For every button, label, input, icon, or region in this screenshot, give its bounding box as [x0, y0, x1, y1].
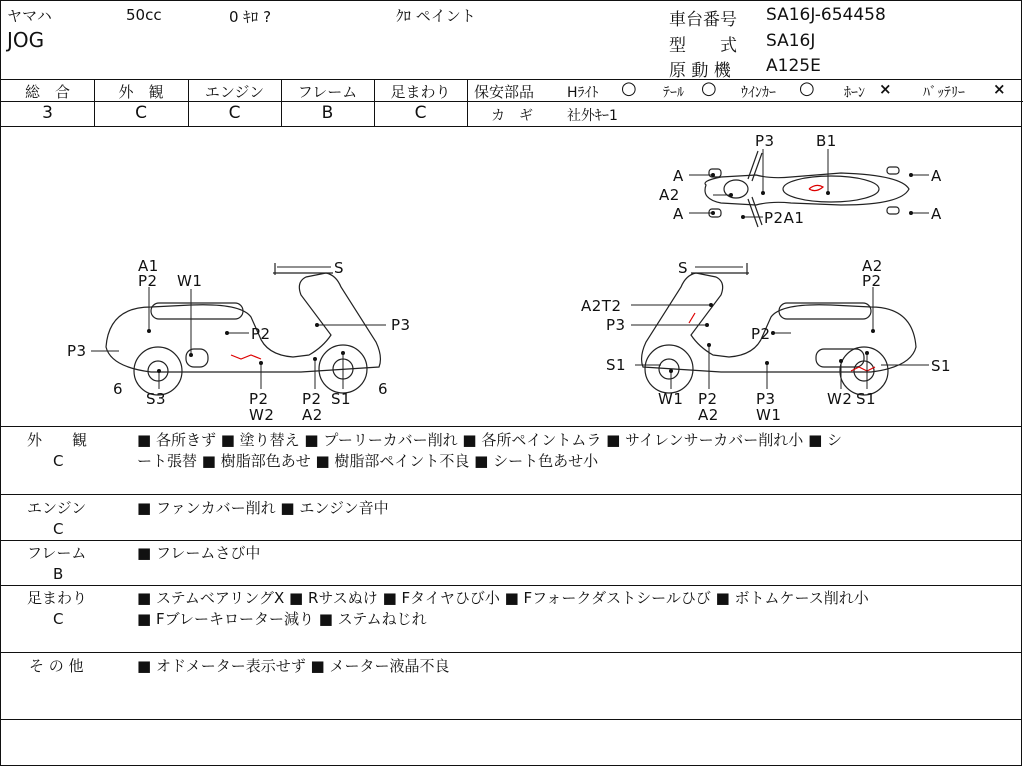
right-label-w1: W1	[756, 406, 782, 424]
frame-grade: B	[321, 103, 334, 123]
maker: ヤマハ	[7, 7, 52, 25]
model-type: SA16J	[766, 31, 816, 51]
winker-mark: ○	[799, 78, 815, 99]
top-view-scooter	[705, 151, 909, 227]
frame-grade-label: フレーム	[297, 83, 358, 101]
note-engine-line: ■ ファンカバー削れ ■ エンジン音中	[137, 499, 389, 517]
overall-label: 総 合	[24, 83, 70, 101]
right-label-p2: P2	[698, 390, 718, 408]
model-type-label: 型 式	[669, 36, 737, 56]
note-exterior-label: 外 観	[27, 431, 88, 449]
right-label-a2: A2	[862, 257, 883, 275]
engine-model-label: 原 動 機	[669, 61, 731, 81]
right-label-p3: P3	[606, 316, 626, 334]
key-value: 社外ｷｰ1	[567, 108, 618, 124]
note-other-label: そ の 他	[29, 657, 84, 675]
headlight-mark: ○	[621, 78, 637, 99]
note-frame-line: ■ フレームさび中	[137, 544, 261, 562]
right-label-p2: P2	[862, 272, 882, 290]
note-engine-grade: C	[53, 520, 64, 538]
top-label-p3: P3	[755, 132, 775, 150]
right-label-p2: P2	[751, 325, 771, 343]
top-label-p2a1: P2A1	[764, 209, 805, 227]
right-label-s1: S1	[931, 357, 952, 375]
divider	[467, 79, 468, 126]
top-label-a: A	[673, 205, 684, 223]
note-suspension-label: 足まわり	[27, 589, 88, 607]
left-label-s1: S1	[331, 390, 352, 408]
left-label-p2: P2	[249, 390, 269, 408]
right-label-w2: W2	[827, 390, 853, 408]
top-label-a: A	[673, 167, 684, 185]
note-frame-label: フレーム	[27, 544, 87, 562]
suspension-grade-label: 足まわり	[390, 83, 451, 101]
headlight-label: Hﾗｲﾄ	[567, 85, 599, 101]
key-label: カ ギ	[491, 108, 533, 124]
left-label-p3: P3	[391, 316, 411, 334]
left-label-6: 6	[378, 380, 389, 398]
tail-label: ﾃｰﾙ	[663, 85, 684, 101]
color: ｸﾛ ペイント	[396, 7, 476, 25]
right-label-s: S	[678, 259, 689, 277]
right-label-a2t2: A2T2	[581, 297, 622, 315]
note-engine-label: エンジン	[27, 499, 87, 517]
right-label-w1: W1	[658, 390, 684, 408]
model-name: JOG	[7, 28, 45, 52]
horn-mark: ×	[879, 80, 892, 98]
winker-label: ｳｲﾝｶｰ	[741, 85, 776, 101]
note-exterior-line: ート張替 ■ 樹脂部色あせ ■ 樹脂部ペイント不良 ■ シート色あせ小	[137, 452, 599, 470]
top-label-a: A	[931, 167, 942, 185]
divider	[1, 540, 1021, 541]
battery-mark: ×	[993, 80, 1006, 98]
left-label-p2: P2	[251, 325, 271, 343]
exterior-grade: C	[135, 103, 147, 123]
left-label-s3: S3	[146, 390, 167, 408]
left-label-w2: W2	[249, 406, 275, 424]
mileage: 0 ｷﾛ ?	[229, 8, 272, 26]
battery-label: ﾊﾞｯﾃﾘｰ	[923, 85, 965, 101]
engine-grade-label: エンジン	[204, 83, 265, 101]
suspension-grade: C	[414, 103, 427, 123]
divider	[1, 719, 1021, 720]
left-label-p3: P3	[67, 342, 87, 360]
engine-grade: C	[228, 103, 241, 123]
divider	[1, 585, 1021, 586]
note-exterior-line: ■ 各所きず ■ 塗り替え ■ プーリーカバー削れ ■ 各所ペイントムラ ■ サイレンサーカバー削れ小 ■ シ	[137, 431, 843, 449]
engine-model: A125E	[766, 56, 821, 76]
left-label-w1: W1	[177, 272, 203, 290]
left-label-p2: P2	[302, 390, 322, 408]
frame-no: SA16J-654458	[766, 5, 886, 25]
right-label-s1: S1	[856, 390, 877, 408]
right-label-p3: P3	[756, 390, 776, 408]
top-label-a2: A2	[659, 186, 680, 204]
note-suspension-line: ■ Fブレーキローター減り ■ ステムねじれ	[137, 610, 427, 628]
left-label-a2: A2	[302, 406, 323, 424]
left-label-p2: P2	[138, 272, 158, 290]
note-exterior-grade: C	[53, 452, 64, 470]
note-suspension-grade: C	[53, 610, 64, 628]
left-label-6: 6	[113, 380, 124, 398]
right-label-a2: A2	[698, 406, 719, 424]
displacement: 50cc	[126, 6, 162, 24]
overall-grade: 3	[42, 103, 53, 123]
note-frame-grade: B	[53, 565, 64, 583]
right-label-s1: S1	[606, 356, 627, 374]
note-suspension-line: ■ ステムベアリングX ■ Rサスぬけ ■ Fタイヤひび小 ■ Fフォークダストシールひび ■ ボトムケース削れ小	[137, 589, 869, 607]
divider	[1, 426, 1021, 427]
note-other-line: ■ オドメーター表示せず ■ メーター液晶不良	[137, 657, 450, 675]
tail-mark: ○	[701, 78, 717, 99]
top-label-b1: B1	[816, 132, 837, 150]
top-label-a: A	[931, 205, 942, 223]
divider	[1, 79, 1021, 80]
safety-label: 保安部品	[474, 83, 535, 101]
horn-label: ﾎｰﾝ	[844, 85, 865, 101]
exterior-label: 外 観	[118, 83, 164, 101]
frame-no-label: 車台番号	[669, 10, 737, 30]
left-label-a1: A1	[138, 257, 159, 275]
divider	[1, 494, 1021, 495]
left-label-s: S	[334, 259, 345, 277]
divider	[1, 652, 1021, 653]
